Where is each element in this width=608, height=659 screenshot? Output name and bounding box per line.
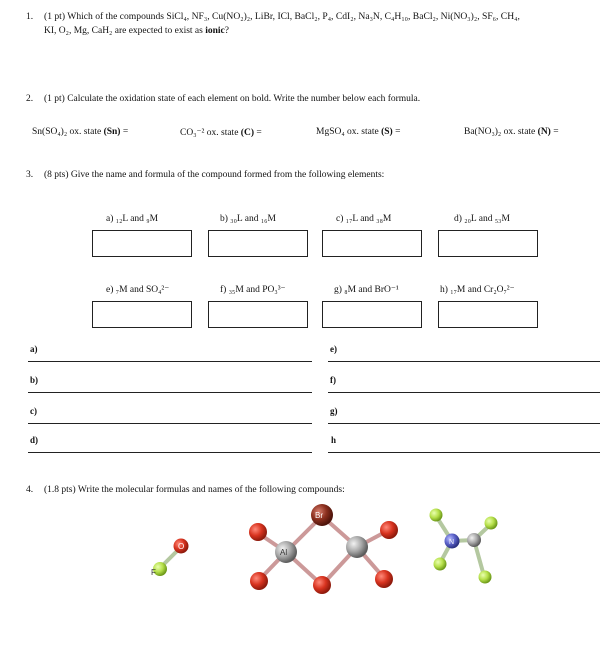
answer-label-e: e)	[330, 344, 337, 354]
oxygen-atom	[249, 523, 267, 541]
q2-formula: CO₃⁻²	[180, 128, 205, 138]
oxygen-atom	[380, 521, 398, 539]
q1-line2-pre: KI, O₂, Mg, CaH₂ are expected to exist as	[44, 26, 206, 36]
aluminum-atom	[346, 536, 368, 558]
q2-eq: =	[120, 127, 129, 137]
oxygen-atom	[313, 576, 331, 594]
q3-part-g: g) ₈M and BrO⁻¹	[334, 285, 399, 295]
oxygen-atom	[250, 572, 268, 590]
atom-label-f: F	[151, 568, 156, 577]
q2-eq: =	[392, 127, 401, 137]
q3-text: (8 pts) Give the name and formula of the compound formed from the following elements:	[44, 170, 385, 180]
atom-label-al: Al	[280, 548, 288, 557]
atom-label-o: O	[178, 542, 185, 551]
answer-label-g: g)	[330, 406, 338, 416]
q3-part-f: f) ₃₅M and PO₃³⁻	[220, 285, 286, 295]
oxygen-atom	[375, 570, 393, 588]
answer-label-d: d)	[30, 435, 39, 445]
q4-text: (1.8 pts) Write the molecular formulas and names of the following compounds:	[44, 485, 345, 495]
q2-label: ox. state	[67, 127, 104, 137]
q2-formula: Ba(NO₃)₂	[464, 127, 502, 137]
answer-label-h: h	[331, 435, 337, 445]
answer-label-f: f)	[330, 375, 336, 385]
q2-element: (Sn)	[103, 127, 121, 137]
q3-part-e: e) ₇M and SO₄²⁻	[106, 285, 170, 295]
q3-part-d: d) ₂₀L and ₅₃M	[454, 214, 510, 224]
q3-number: 3.	[26, 170, 34, 180]
q2-formula: Sn(SO₄)₂	[32, 127, 68, 137]
fluorine-atom	[479, 571, 492, 584]
fluorine-atom	[434, 558, 447, 571]
q2-eq: =	[550, 127, 559, 137]
answer-label-b: b)	[30, 375, 39, 385]
q2-label: ox. state	[204, 128, 241, 138]
q2-number: 2.	[26, 94, 34, 104]
atom-label-br: Br	[315, 511, 323, 520]
q1-line2-post: ?	[224, 26, 229, 36]
q2-label: ox. state	[501, 127, 538, 137]
fluorine-atom	[485, 517, 498, 530]
carbon-atom	[467, 533, 481, 547]
q2-element: (N)	[537, 127, 551, 137]
atom-label-n: N	[449, 539, 455, 546]
q1-text-line1: (1 pt) Which of the compounds SiCl₄, NF₃, Cu(NO₂)₂, LiBr, ICl, BaCl₂, P₄, CdI₂, Na₃N, C₄H₁₀, BaCl₂, Ni(NO₃)₂, SF₆, CH₄,	[44, 11, 520, 22]
q2-element: (S)	[381, 127, 393, 137]
molecule-1	[151, 539, 189, 578]
fluorine-atom	[430, 509, 443, 522]
q3-part-b: b) ₃₀L and ₁₆M	[220, 214, 276, 224]
q2-text: (1 pt) Calculate the oxidation state of each element on bold. Write the number below each formula.	[44, 94, 421, 104]
q4-number: 4.	[26, 485, 34, 495]
q3-part-h: h) ₁₇M and Cr₂O₇²⁻	[440, 285, 515, 295]
answer-label-a: a)	[30, 344, 38, 354]
molecule-3	[430, 509, 498, 584]
molecule-2	[249, 504, 398, 594]
q1-line2-bold: ionic	[205, 26, 225, 36]
q2-label: ox. state	[344, 127, 382, 137]
q3-part-a: a) ₁₂L and ₉M	[106, 214, 159, 224]
answer-label-c: c)	[30, 406, 37, 416]
q1-number: 1.	[26, 12, 34, 22]
q3-part-c: c) ₁₇L and ₃₈M	[336, 214, 392, 224]
q2-eq: =	[254, 128, 262, 138]
q2-element: (C)	[240, 128, 254, 138]
q2-formula: MgSO₄	[316, 127, 345, 137]
